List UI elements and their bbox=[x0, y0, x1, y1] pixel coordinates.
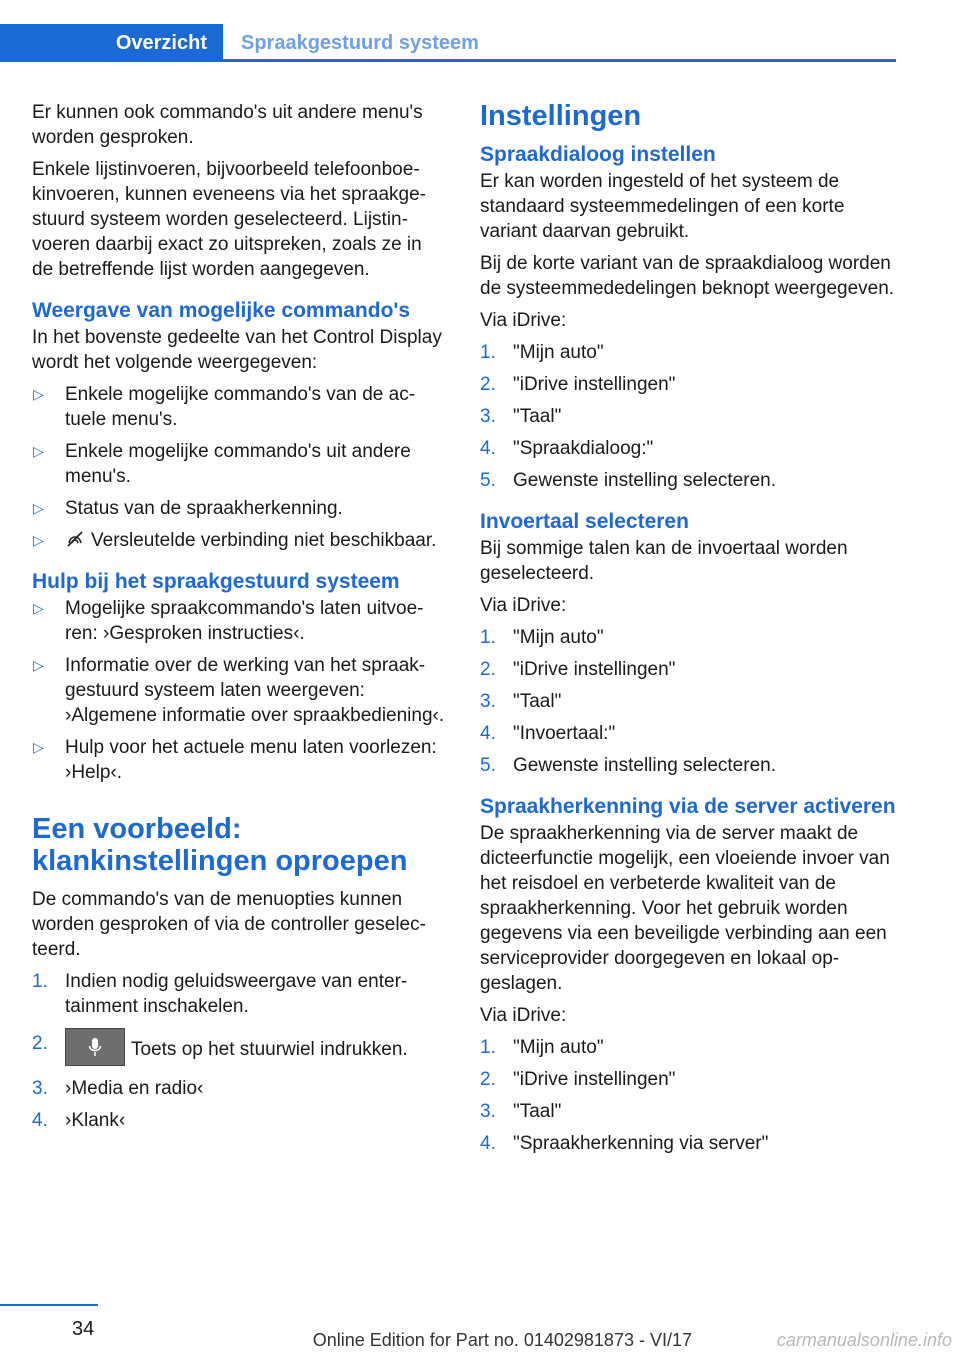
section-title-instellingen: Instellingen bbox=[480, 100, 642, 132]
list-item: ▷ Status van de spraakherkenning. bbox=[33, 498, 343, 519]
voorbeeld-paragraph: De commando's van de menuopties kunnen worden gesproken of via de controller geselecteerd. bbox=[32, 889, 426, 960]
weergave-paragraph: In het bovenste gedeelte van het Control Display wordt het volgende weergegeven: bbox=[32, 327, 442, 373]
list-item: 4. "Invoertaal:" bbox=[480, 723, 616, 744]
triangle-bullet-icon: ▷ bbox=[33, 500, 44, 516]
list-item: 4. "Spraakdialoog:" bbox=[480, 438, 654, 459]
weergave-list bbox=[32, 382, 446, 553]
triangle-bullet-icon: ▷ bbox=[33, 386, 44, 402]
list-item: 4. ›Klank‹ bbox=[32, 1110, 126, 1131]
header-divider bbox=[223, 59, 896, 62]
list-item: ▷ Mogelijke spraakcommando's laten uitvoeren: ›Gesproken instructies‹. bbox=[33, 598, 424, 644]
edition-text: Online Edition for Part no. 01402981873 - VI/17 bbox=[312, 1330, 692, 1350]
server-paragraph: De spraakherkenning via de server maakt de dicteerfunctie mogelijk, een vloeiende invoer van het reisdoel en verbeterde kwaliteit van de spraakherkenning. Voor het gebruik worden gegevens via een beveiligde verbinding aan een serviceprovider doorgegeven en lokaal opgeslagen. bbox=[480, 823, 890, 994]
list-item: 3. "Taal" bbox=[480, 1101, 562, 1122]
no-encrypted-connection-icon bbox=[65, 529, 85, 549]
list-item: ▷ Informatie over de werking van het spraakgestuurd systeem laten weergeven: ›Algemene informatie over spraakbediening‹. bbox=[33, 655, 445, 726]
list-item: 2. "iDrive instellingen" bbox=[480, 1069, 676, 1090]
tab-spraakgestuurd-systeem[interactable]: Spraakgestuurd systeem bbox=[241, 31, 479, 54]
list-item: 3. ›Media en radio‹ bbox=[32, 1078, 204, 1099]
list-item: 4. "Spraakherkenning via server" bbox=[480, 1133, 769, 1154]
via-idrive-label: Via iDrive: bbox=[480, 310, 567, 331]
dialoog-paragraph-1: Er kan worden ingesteld of het systeem de standaard systeemmedelingen of een korte variant daarvan gebruikt. bbox=[480, 171, 845, 242]
via-idrive-label: Via iDrive: bbox=[480, 1005, 567, 1026]
section-title-hulp: Hulp bij het spraakgestuurd systeem bbox=[32, 570, 400, 593]
triangle-bullet-icon: ▷ bbox=[33, 600, 44, 616]
section-title-invoertaal: Invoertaal selecteren bbox=[480, 510, 689, 533]
section-title-spraakdialoog: Spraakdialoog instellen bbox=[480, 143, 716, 166]
voorbeeld-steps bbox=[32, 969, 446, 1133]
list-item: 1. "Mijn auto" bbox=[480, 627, 604, 648]
page-number: 34 bbox=[72, 1318, 95, 1340]
list-item: ▷ Versleutelde verbinding niet beschikbaar. bbox=[33, 530, 437, 551]
list-item: ▷ Enkele mogelijke commando's van de actuele menu's. bbox=[33, 384, 416, 430]
hulp-list bbox=[32, 596, 446, 785]
watermark: carmanualsonline.info bbox=[776, 1330, 952, 1350]
list-item: 5. Gewenste instelling selecteren. bbox=[480, 755, 776, 776]
triangle-bullet-icon: ▷ bbox=[33, 443, 44, 459]
list-item: 5. Gewenste instelling selecteren. bbox=[480, 470, 776, 491]
footer-divider bbox=[0, 1304, 98, 1306]
triangle-bullet-icon: ▷ bbox=[33, 739, 44, 755]
list-item: 1. Indien nodig geluidsweergave van entertainment inschakelen. bbox=[32, 971, 408, 1017]
list-item: 2. "iDrive instellingen" bbox=[480, 374, 676, 395]
intro-paragraph-1: Er kunnen ook commando's uit andere menu's worden gesproken. bbox=[32, 102, 423, 148]
invoer-paragraph: Bij sommige talen kan de invoertaal worden geselecteerd. bbox=[480, 538, 848, 584]
intro-paragraph-2: Enkele lijstinvoeren, bijvoorbeeld telefoonboekinvoeren, kunnen eveneens via het spraakgestuurd systeem worden geselecteerd. Lijstinvoeren daarbij exact zo uitspreken, zoals ze in de betreffende lijst worden aangegeven. bbox=[32, 159, 426, 280]
list-item: 2. Toets op het stuurwiel indrukken. bbox=[32, 1031, 446, 1069]
dialoog-paragraph-2: Bij de korte variant van de spraakdialoog worden de systeemmededelingen beknopt weergegeven. bbox=[480, 253, 895, 299]
list-item: 3. "Taal" bbox=[480, 691, 562, 712]
list-item: 3. "Taal" bbox=[480, 406, 562, 427]
via-idrive-label: Via iDrive: bbox=[480, 595, 567, 616]
triangle-bullet-icon: ▷ bbox=[33, 532, 44, 548]
header bbox=[0, 24, 896, 62]
section-title-server: Spraakherkenning via de server activeren bbox=[480, 795, 896, 818]
right-column bbox=[480, 100, 898, 1163]
list-item: 2. "iDrive instellingen" bbox=[480, 659, 676, 680]
list-item: ▷ Hulp voor het actuele menu laten voorlezen: ›Help‹. bbox=[33, 737, 437, 783]
list-item: 1. "Mijn auto" bbox=[480, 1037, 604, 1058]
section-title-voorbeeld: Een voorbeeld: klankinstellingen oproepen bbox=[32, 813, 408, 877]
list-item: 1. "Mijn auto" bbox=[480, 342, 604, 363]
tab-overzicht[interactable]: Overzicht bbox=[0, 24, 223, 62]
list-item: ▷ Enkele mogelijke commando's uit andere menu's. bbox=[33, 441, 411, 487]
triangle-bullet-icon: ▷ bbox=[33, 657, 44, 673]
dialoog-steps bbox=[480, 340, 898, 493]
server-steps bbox=[480, 1035, 898, 1156]
section-title-weergave: Weergave van mogelijke commando's bbox=[32, 299, 411, 322]
microphone-button-icon bbox=[65, 1028, 125, 1066]
left-column bbox=[32, 100, 446, 1140]
invoer-steps bbox=[480, 625, 898, 778]
